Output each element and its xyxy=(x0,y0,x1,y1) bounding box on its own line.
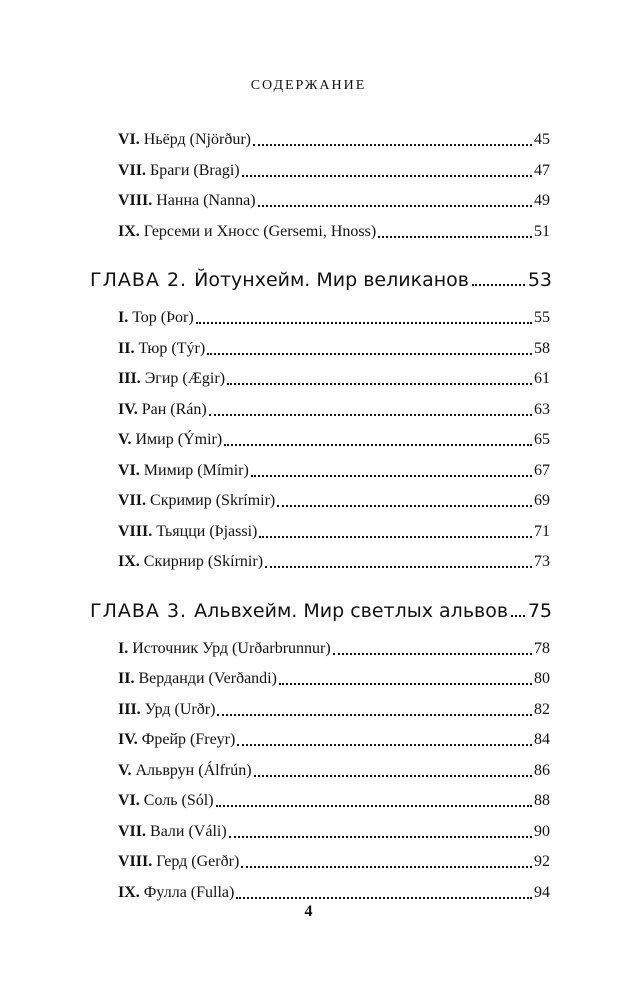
entry-number: V. xyxy=(118,761,136,779)
toc-entry xyxy=(118,635,550,659)
dot-leader xyxy=(207,353,532,355)
dot-leader xyxy=(241,866,532,868)
chapter-label: ГЛАВА 2. xyxy=(90,269,195,291)
entry-number: IX. xyxy=(118,553,144,570)
entry-title: Фрейр (Freyr) xyxy=(141,731,236,748)
entry-page: 78 xyxy=(534,639,550,657)
dot-leader xyxy=(279,683,532,685)
toc-entry xyxy=(118,787,550,811)
dot-leader xyxy=(196,322,532,324)
entry-page: 67 xyxy=(534,461,550,479)
dot-leader xyxy=(472,284,525,286)
dot-leader xyxy=(209,414,532,416)
entry-page: 94 xyxy=(534,883,550,901)
entry-title: Тьяцци (Þjassi) xyxy=(156,522,258,540)
toc-entry xyxy=(118,548,550,572)
entry-title: Тор (Þor) xyxy=(132,309,194,326)
toc-entry xyxy=(118,726,550,750)
entry-title: Имир (Ýmir) xyxy=(135,431,223,448)
toc-entry xyxy=(118,335,550,359)
toc-entry xyxy=(118,218,550,242)
toc-entry xyxy=(118,365,550,389)
dot-leader xyxy=(253,144,532,146)
dot-leader xyxy=(216,805,532,807)
entry-title: Ран (Rán) xyxy=(141,400,207,418)
entry-number: V. xyxy=(118,431,136,448)
toc-entry xyxy=(118,426,550,450)
chapter-label: ГЛАВА 3. xyxy=(90,599,195,622)
chapter-page: 75 xyxy=(527,599,552,622)
entry-title: Верданди (Verðandi) xyxy=(138,670,277,687)
dot-leader xyxy=(229,836,532,838)
entry-number: VII. xyxy=(118,161,151,179)
entry-title: Ньёрд (Njörður) xyxy=(143,131,251,148)
chapter-title: Йотунхейм. Мир великанов xyxy=(194,269,469,291)
entry-number: I. xyxy=(118,639,133,657)
dot-leader xyxy=(258,205,532,207)
entry-number: VII. xyxy=(118,822,151,840)
entry-page: 58 xyxy=(534,339,550,357)
dot-leader xyxy=(237,744,532,746)
entry-page: 55 xyxy=(534,309,550,326)
entry-title: Урд (Urðr) xyxy=(144,700,216,718)
entry-page: 71 xyxy=(534,522,550,540)
toc-entry xyxy=(118,487,550,511)
entry-page: 84 xyxy=(534,731,550,748)
entry-number: VI. xyxy=(118,461,144,479)
entry-page: 49 xyxy=(534,192,550,209)
entry-number: IX. xyxy=(118,883,144,901)
entry-page: 51 xyxy=(534,222,550,240)
entry-number: VIII. xyxy=(118,192,157,209)
toc-entry xyxy=(118,396,550,420)
chapter-heading xyxy=(90,264,552,292)
entry-page: 45 xyxy=(534,131,550,148)
toc-entry xyxy=(118,157,550,181)
entry-title: Эгир (Ægir) xyxy=(144,370,226,387)
dot-leader xyxy=(333,653,532,655)
dot-leader xyxy=(511,615,525,617)
dot-leader xyxy=(277,505,532,507)
chapter-page: 53 xyxy=(527,269,552,291)
toc-entry xyxy=(118,126,550,150)
entry-page: 82 xyxy=(534,700,550,718)
toc-entry xyxy=(118,304,550,328)
toc-entry xyxy=(118,696,550,720)
entry-title: Герд (Gerðr) xyxy=(156,853,240,870)
entry-page: 86 xyxy=(534,761,550,779)
entry-page: 47 xyxy=(534,161,550,179)
entry-title: Тюр (Týr) xyxy=(138,339,206,357)
entry-number: VI. xyxy=(118,131,144,148)
dot-leader xyxy=(242,175,532,177)
entry-title: Альврун (Álfrún) xyxy=(135,761,252,779)
entry-page: 73 xyxy=(534,553,550,570)
toc-entry xyxy=(118,665,550,689)
entry-number: I. xyxy=(118,309,133,326)
entry-page: 92 xyxy=(534,853,550,870)
entry-number: IX. xyxy=(118,222,144,240)
entry-number: VII. xyxy=(118,492,151,509)
entry-page: 90 xyxy=(534,822,550,840)
entry-page: 69 xyxy=(534,492,550,509)
entry-page: 65 xyxy=(534,431,550,448)
entry-number: VI. xyxy=(118,792,144,809)
dot-leader xyxy=(265,566,532,568)
dot-leader xyxy=(259,536,532,538)
entry-page: 80 xyxy=(534,670,550,687)
toc-entry xyxy=(118,518,550,542)
entry-title: Браги (Bragi) xyxy=(150,161,240,179)
entry-title: Мимир (Mímir) xyxy=(143,461,249,479)
entry-number: VIII. xyxy=(118,853,157,870)
entry-title: Фулла (Fulla) xyxy=(143,883,235,901)
dot-leader xyxy=(236,897,532,899)
entry-title: Соль (Sól) xyxy=(143,792,214,809)
entry-number: IV. xyxy=(118,400,142,418)
entry-title: Источник Урд (Urðarbrunnur) xyxy=(132,639,331,657)
entry-page: 61 xyxy=(534,370,550,387)
chapter-title: Альвхейм. Мир светлых альвов xyxy=(194,599,509,622)
running-header: СОДЕРЖАНИЕ xyxy=(250,78,367,93)
entry-page: 63 xyxy=(534,400,550,418)
entry-title: Вали (Váli) xyxy=(150,822,227,840)
dot-leader xyxy=(224,444,532,446)
entry-number: IV. xyxy=(118,731,142,748)
toc-entry xyxy=(118,848,550,872)
toc-entry xyxy=(118,879,550,903)
entry-page: 88 xyxy=(534,792,550,809)
toc-entry xyxy=(118,818,550,842)
entry-title: Нанна (Nanna) xyxy=(156,192,256,209)
dot-leader xyxy=(227,383,532,385)
entry-number: III. xyxy=(118,370,145,387)
toc-entry xyxy=(118,187,550,211)
dot-leader xyxy=(378,236,532,238)
entry-title: Герсеми и Хносс (Gersemi, Hnoss) xyxy=(143,222,377,240)
entry-number: VIII. xyxy=(118,522,157,540)
toc-entry xyxy=(118,457,550,481)
page-number: 4 xyxy=(304,903,313,920)
entry-number: II. xyxy=(118,670,139,687)
entry-title: Скримир (Skrímir) xyxy=(150,492,276,509)
entry-title: Скирнир (Skírnir) xyxy=(143,553,264,570)
dot-leader xyxy=(254,775,532,777)
entry-number: III. xyxy=(118,700,145,718)
toc-entry xyxy=(118,757,550,781)
chapter-heading xyxy=(90,595,552,623)
entry-number: II. xyxy=(118,339,139,357)
dot-leader xyxy=(251,475,532,477)
dot-leader xyxy=(217,714,532,716)
